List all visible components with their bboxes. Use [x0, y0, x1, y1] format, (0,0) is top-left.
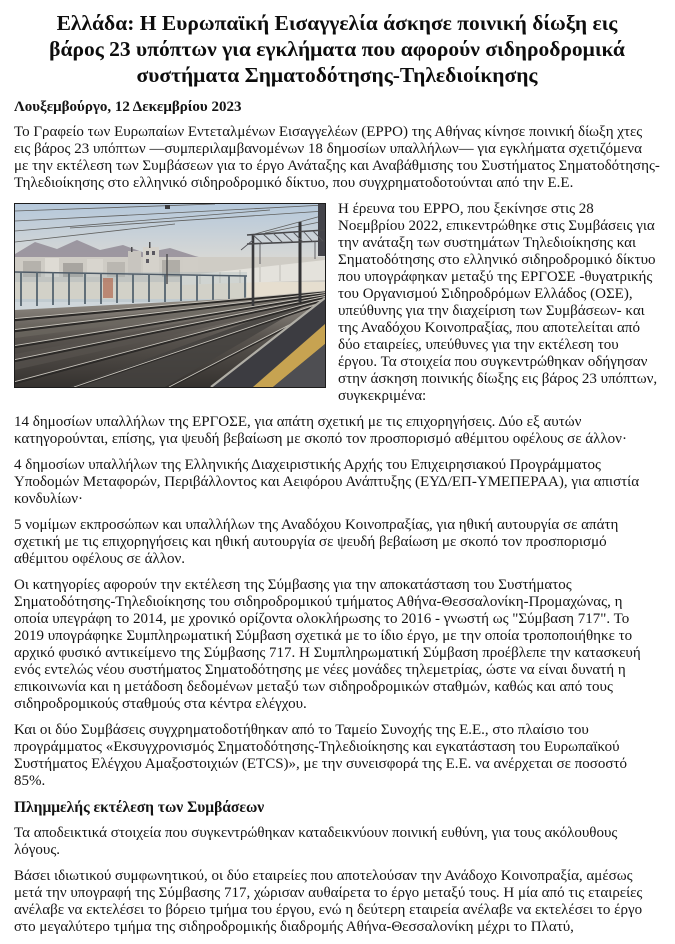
paragraph-charge-consortium: 5 νομίμων εκπροσώπων και υπαλλήλων της Αναδόχου Κοινοπραξίας, για ηθική αυτουργία σε απάτη σχετική με τις επιχορηγήσεις και ηθική αυτουργία σε ψευδή βεβαίωση με σκοπό τον προσπορισμό αθέμιτου οφέλους σε άλλον. [14, 517, 619, 567]
paragraph-intro: Το Γραφείο των Ευρωπαίων Εντεταλμένων Εισαγγελέων (EPPO) της Αθήνας κίνησε ποινική δίωξη χτες εις βάρος 23 υπόπτων —συμπεριλαμβανομένων 18 δημοσίων υπαλλήλων— για εγκλήματα σχετιζόμενα με την εκτέλεση των Συμβάσεων για το έργο Ανάταξης και Αναβάθμισης του Συστήματος Σηματοδότησης-Τηλεδιοίκησης στο ελληνικό σιδηροδρομικό δίκτυο, που συγχρηματοδοτούνται από την Ε.Ε. [14, 124, 660, 191]
railway-photo [14, 203, 326, 388]
railway-photo-illustration [15, 204, 325, 387]
paragraph-contract-717: Οι κατηγορίες αφορούν την εκτέλεση της Σύμβασης για την αποκατάσταση του Συστήματος Σηματοδότησης-Τηλεδιοίκησης του σιδηροδρομικού τμήματος Αθήνα-Θεσσαλονίκη-Προμαχώνας, η οποία υπεγράφη το 2014, με χρονικό ορίζοντα ολοκλήρωσης το 2016 - γνωστή ως "Σύμβαση 717". Το 2019 υπογράφηκε Συμπληρωματική Σύμβαση σχετικά με το ίδιο έργο, με την οποία τροποποιήθηκε το αρχικό φυσικό αντικείμενο της Σύμβασης 717. Η Συμπληρωματική Σύμβαση προέβλεπε την κατασκευή ενός εντελώς νέου συστήματος Σηματοδότησης με νέες μονάδες τηλεμετρίας, ώστε να είναι δυνατή η επικοινωνία και η μετάδοση δεδομένων μεταξύ των σιδηροδρομικών σταθμών, καθώς και από τους σιδηροδρομικούς σταθμούς στα κέντρα ελέγχου. [14, 577, 641, 712]
paragraph-charge-ergose: 14 δημοσίων υπαλλήλων της ΕΡΓΟΣΕ, για απάτη σχετική με τις επιχορηγήσεις. Δύο εξ αυτών κατηγορούνται, επίσης, για ψευδή βεβαίωση με σκοπό τον προσπορισμό αθέμιτου οφέλους σε άλλον· [14, 414, 627, 447]
paragraph-evidence: Τα αποδεικτικά στοιχεία που συγκεντρώθηκαν καταδεικνύουν ποινική ευθύνη, για τους ακόλουθους λόγους. [14, 825, 618, 858]
paragraph-charge-managing-authority: 4 δημοσίων υπαλλήλων της Ελληνικής Διαχειριστικής Αρχής του Επιχειρησιακού Προγράμματος Υποδομών Μεταφορών, Περιβάλλοντος και Αειφόρου Ανάπτυξης (ΕΥΔ/ΕΠ-ΥΜΕΠΕΡΑΑ), για απιστία κονδυλίων· [14, 457, 640, 507]
page-title: Ελλάδα: Η Ευρωπαϊκή Εισαγγελία άσκησε ποινική δίωξη εις βάρος 23 υπόπτων για εγκλήματα που αφορούν σιδηροδρομικά συστήματα Σηματοδότησης-Τηλεδιοίκησης [49, 11, 625, 87]
paragraph-funding: Και οι δύο Συμβάσεις συγχρηματοδοτήθηκαν από το Ταμείο Συνοχής της Ε.Ε., στο πλαίσιο του προγράμματος «Εκσυγχρονισμός Σηματοδότησης-Τηλεδιοίκησης και εγκατάσταση του Ευρωπαϊκού Συστήματος Ελέγχου Αμαξοστοιχιών (ETCS)», με την συνεισφορά της Ε.Ε. να ανέρχεται σε ποσοστό 85%. [14, 722, 628, 789]
paragraph-work-split: Βάσει ιδιωτικού συμφωνητικού, οι δύο εταιρείες που αποτελούσαν την Ανάδοχο Κοινοπραξία, αμέσως μετά την υπογραφή της Σύμβασης 717, χώρισαν αυθαίρετα το έργο μεταξύ τους. Η μία από τις εταιρείες ανέλαβε να εκτελέσει το βόρειο τμήμα του έργου, ενώ η δεύτερη εταιρεία ανέλαβε να εκτελέσει το έργο στο μεγαλύτερο τμήμα της σιδηροδρομικής διαδρομής Αθήνα-Θεσσαλονίκη μέχρι το Πλατύ, [14, 868, 643, 935]
dateline: Λουξεμβούργο, 12 Δεκεμβρίου 2023 [14, 99, 242, 115]
section-heading-improper-execution: Πλημμελής εκτέλεση των Συμβάσεων [14, 799, 265, 816]
paragraph-investigation: Η έρευνα του EPPO, που ξεκίνησε στις 28 Νοεμβρίου 2022, επικεντρώθηκε στις Συμβάσεις για την ανάταξη των συστημάτων Τηλεδιοίκησης και Σηματοδότησης στο ελληνικό σιδηροδρομικό δίκτυο που υπογράφηκαν μεταξύ της ΕΡΓΟΣΕ -θυγατρικής του Οργανισμού Σιδηροδρόμων Ελλάδος (ΟΣΕ), υπεύθυνης για την διαχείριση των Συμβάσεων- και της Αναδόχου Κοινοπραξίας, που αποτελείται από δύο εταιρείες, υπεύθυνες για την εκτέλεση του έργου. Τα στοιχεία που συγκεντρώθηκαν οδήγησαν στην άσκηση ποινικής δίωξης εις βάρος 23 υπόπτων, συγκεκριμένα: [338, 201, 658, 404]
